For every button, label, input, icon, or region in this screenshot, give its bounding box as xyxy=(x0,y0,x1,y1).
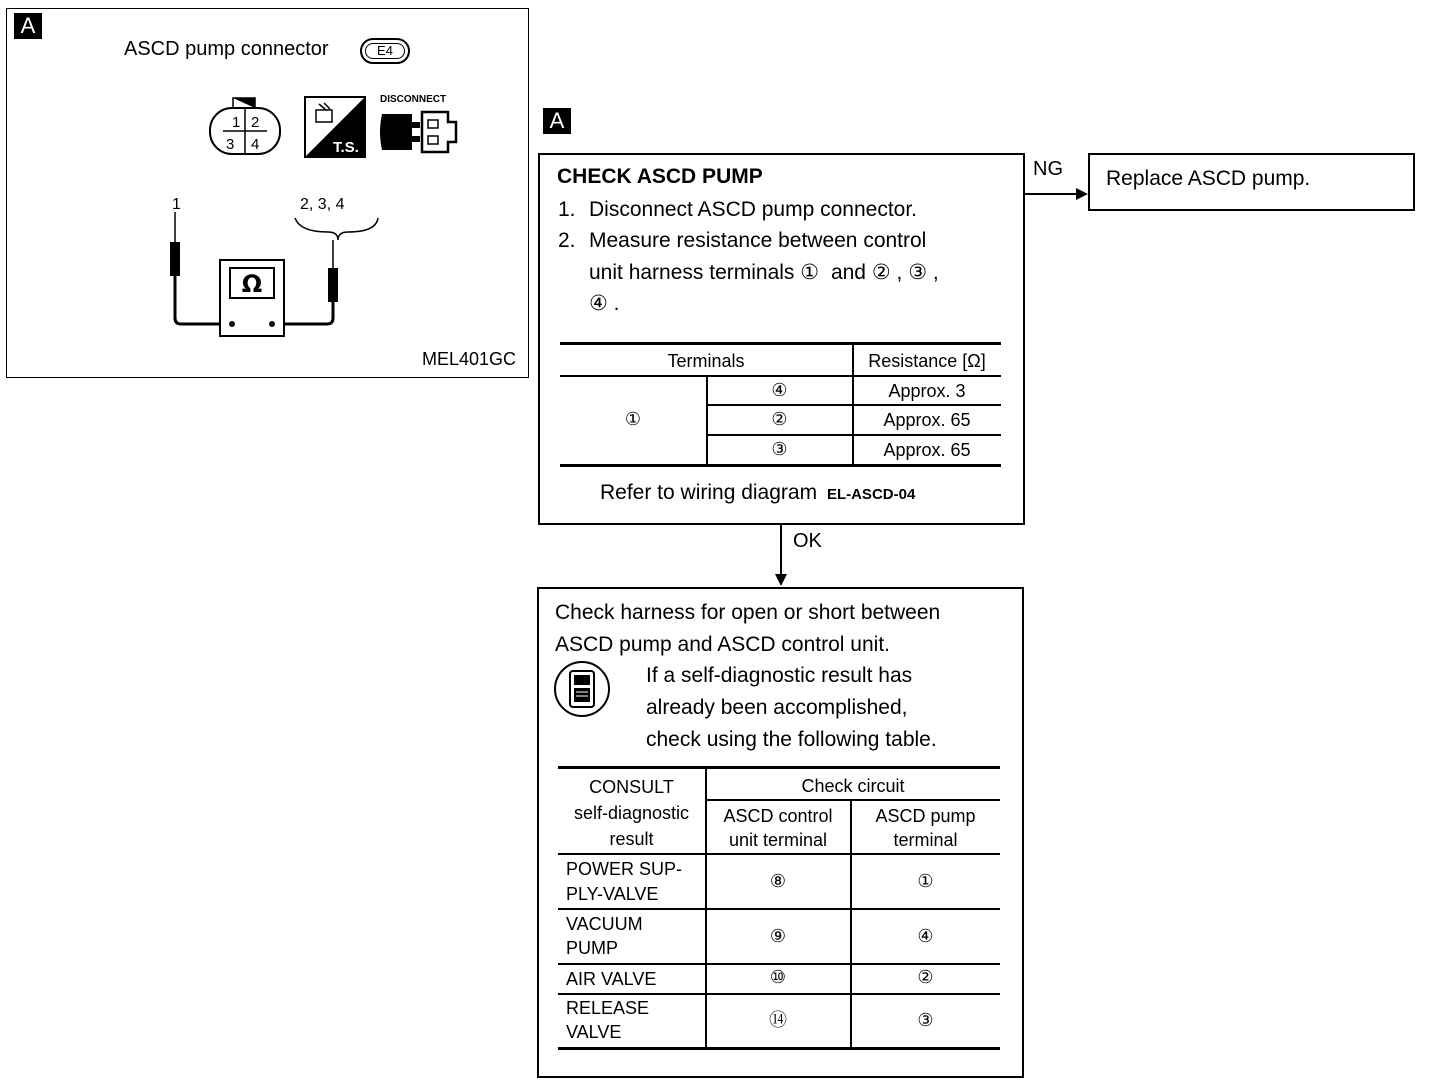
row-1-pump: ① xyxy=(917,871,934,892)
step-2-num: 2. xyxy=(558,229,576,252)
header-pump-2: terminal xyxy=(893,830,958,850)
row-4-result-2: VALVE xyxy=(566,1022,622,1042)
connector-face-icon xyxy=(205,96,285,160)
ok-label: OK xyxy=(793,530,822,552)
row-2-resistance: Approx. 65 xyxy=(883,410,971,430)
harness-line-2: ASCD pump and ASCD control unit. xyxy=(555,633,890,656)
header-check-circuit: Check circuit xyxy=(801,776,905,796)
note-line-3: check using the following table. xyxy=(646,728,937,751)
row-1-resistance: Approx. 3 xyxy=(888,381,966,401)
step-1-num: 1. xyxy=(558,198,576,221)
row-1-ctrl: ⑧ xyxy=(769,871,787,892)
disconnect-icon xyxy=(378,106,460,158)
step-2-line-2: unit harness terminals ① and ② , ③ , xyxy=(589,260,939,284)
row-3-result-1: AIR VALVE xyxy=(566,969,657,989)
row-2-terminal: ② xyxy=(771,409,788,430)
harness-line-1: Check harness for open or short between xyxy=(555,601,941,624)
ng-label: NG xyxy=(1033,158,1063,180)
flow-badge: A xyxy=(543,108,571,134)
pin-3: 3 xyxy=(226,136,235,153)
row-4-result-1: RELEASE xyxy=(566,998,650,1018)
step-2-line-1: Measure resistance between control xyxy=(589,229,927,252)
row-3-resistance: Approx. 65 xyxy=(883,440,971,460)
pin-4: 4 xyxy=(251,136,260,153)
row-3-pump: ② xyxy=(917,967,934,988)
ng-action-text: Replace ASCD pump. xyxy=(1106,167,1311,190)
row-4-pump: ③ xyxy=(917,1010,934,1031)
step-1-text: Disconnect ASCD pump connector. xyxy=(589,198,918,221)
ok-arrow xyxy=(772,524,790,588)
step-2-line-3: ④ . xyxy=(589,291,620,315)
ohm-symbol: Ω xyxy=(241,270,263,298)
header-resistance: Resistance [Ω] xyxy=(868,351,986,371)
header-consult-1: CONSULT xyxy=(589,777,674,797)
probe-right-label: 2, 3, 4 xyxy=(300,196,345,213)
pin-2: 2 xyxy=(251,114,260,131)
wiring-diagram-code: EL-ASCD-04 xyxy=(826,486,916,503)
header-terminals: Terminals xyxy=(667,351,745,371)
header-ctrl-1: ASCD control xyxy=(723,806,833,826)
terminal-1: ① xyxy=(800,260,820,284)
header-ctrl-2: unit terminal xyxy=(728,830,828,850)
terminal-4: ④ xyxy=(589,291,608,315)
note-line-2: already been accomplished, xyxy=(646,696,908,719)
note-line-1: If a self-diagnostic result has xyxy=(646,664,913,687)
connector-label: ASCD pump connector xyxy=(124,38,329,60)
row-3-ctrl: ⑩ xyxy=(769,967,787,988)
header-consult-3: result xyxy=(609,829,654,849)
row-2-result-1: VACUUM xyxy=(566,914,643,934)
probe-left-label: 1 xyxy=(172,196,181,213)
connector-id: E4 xyxy=(365,43,405,59)
step-2-terminals-text: unit harness terminals xyxy=(589,261,795,284)
refer-wiring-diagram: Refer to wiring diagram EL-ASCD-04 xyxy=(600,481,916,504)
row-1-result-1: POWER SUP- xyxy=(566,859,683,879)
ohmmeter-circuit xyxy=(150,212,380,347)
row-terminal-1: ① xyxy=(624,409,642,430)
row-2-result-2: PUMP xyxy=(566,938,619,958)
ng-arrow xyxy=(1024,185,1090,203)
figure-badge: A xyxy=(14,13,42,39)
ts-label: T.S. xyxy=(333,139,359,156)
check-title: CHECK ASCD PUMP xyxy=(557,165,763,188)
row-3-terminal: ③ xyxy=(771,439,788,460)
and-text: and xyxy=(830,261,866,284)
connector-id-badge xyxy=(360,38,410,64)
header-consult-2: self-diagnostic xyxy=(573,803,690,823)
disconnect-label: DISCONNECT xyxy=(380,94,447,105)
row-2-pump: ④ xyxy=(917,926,934,947)
terminal-2: ② xyxy=(871,260,891,284)
row-2-ctrl: ⑨ xyxy=(769,926,787,947)
figure-code: MEL401GC xyxy=(422,349,517,369)
pin-1: 1 xyxy=(232,114,241,131)
consult-tester-icon xyxy=(553,660,611,718)
row-1-terminal: ④ xyxy=(771,380,788,401)
terminal-3: ③ xyxy=(908,260,928,284)
row-4-ctrl: ⑭ xyxy=(769,1010,787,1031)
header-pump-1: ASCD pump xyxy=(875,806,976,826)
ts-harness-side-icon xyxy=(304,96,366,158)
row-1-result-2: PLY-VALVE xyxy=(566,884,659,904)
